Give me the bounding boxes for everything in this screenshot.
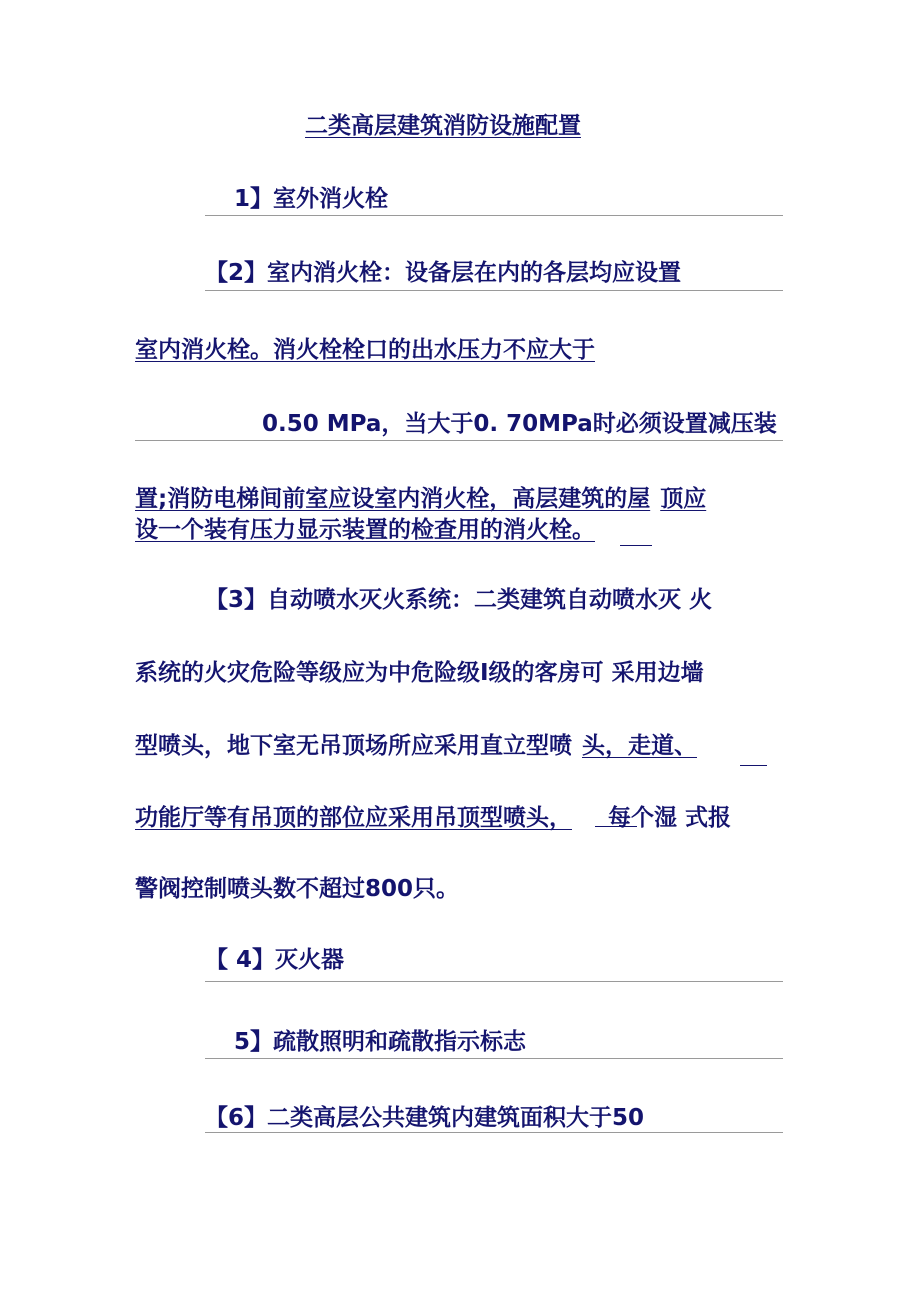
section-indoor-hydrant: 【2】室内消火栓：设备层在内的各层均应设置 — [205, 260, 682, 286]
underline-tail — [740, 765, 767, 766]
paragraph-line — [135, 484, 706, 514]
paragraph-line: 设一个装有压力显示装置的检查用的消火栓。 — [135, 517, 595, 543]
section-extinguisher: 【 4】灭火器 — [205, 947, 345, 973]
underline-tail — [595, 826, 637, 827]
paragraph-line — [135, 803, 731, 833]
paragraph-text: 功能厅等有吊顶的部位应采用吊顶型喷头， — [135, 805, 572, 831]
paragraph-line: 0.50 MPa，当大于0. 70MPa时必须设置减压装 — [262, 411, 777, 437]
divider-line — [205, 1058, 783, 1059]
underline-tail — [620, 545, 652, 546]
divider-line — [205, 981, 783, 982]
paragraph-text: 顶应 — [660, 486, 707, 512]
paragraph-line: 系统的火灾危险等级应为中危险级I级的客房可 采用边墙 — [135, 660, 704, 686]
paragraph-text: 置;消防电梯间前室应设室内消火栓，高层建筑的屋 — [135, 486, 651, 512]
divider-line — [205, 290, 783, 291]
section-evacuation-lighting: 5】疏散照明和疏散指示标志 — [234, 1029, 527, 1055]
paragraph-line — [135, 731, 697, 761]
paragraph-text: 型喷头，地下室无吊顶场所应采用直立型喷 — [135, 733, 572, 759]
paragraph-line: 警阀控制喷头数不超过800只。 — [135, 876, 460, 902]
section-public-building: 【6】二类高层公共建筑内建筑面积大于50 — [205, 1105, 645, 1131]
page-title: 二类高层建筑消防设施配置 — [305, 113, 581, 139]
section-outdoor-hydrant: 1】室外消火栓 — [234, 186, 389, 212]
paragraph-text: 每个湿 式报 — [608, 805, 732, 831]
divider-line — [135, 440, 783, 441]
divider-line — [205, 215, 783, 216]
divider-line — [205, 1132, 783, 1133]
section-sprinkler: 【3】自动喷水灭火系统：二类建筑自动喷水灭 火 — [205, 587, 713, 613]
paragraph-text: 头，走道、 — [582, 733, 697, 759]
paragraph-line: 室内消火栓。消火栓栓口的出水压力不应大于 — [135, 337, 595, 363]
